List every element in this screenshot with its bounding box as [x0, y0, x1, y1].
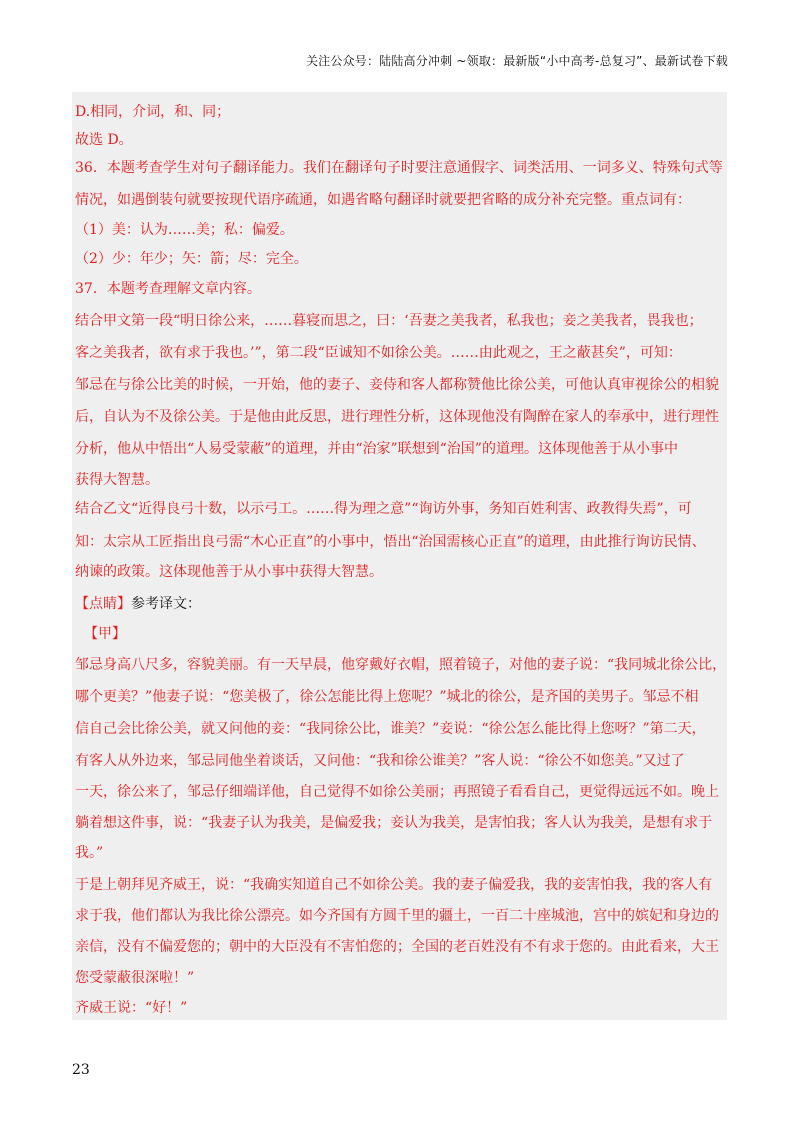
dianjing-line	[75, 594, 201, 614]
text-line: 于是上朝拜见齐威王，说：“我确实知道自己不如徐公美。我的妻子偏爱我，我的妾害怕我，我的客人有	[75, 877, 713, 893]
section-label-jia: 【甲】	[84, 626, 126, 642]
page-header: 关注公众号：陆陆高分冲刺 ~领取：最新版“小中高考-总复习”、最新试卷下载	[305, 54, 728, 68]
text-line: 有客人从外边来，邹忌同他坐着谈话，又问他：“我和徐公谁美？”客人说：“徐公不如您美。”又过了	[75, 753, 685, 769]
text-line: 37．本题考查理解文章内容。	[75, 281, 261, 297]
text-line: 齐威王说：“好！”	[75, 1000, 188, 1016]
text-line: 分析，他从中悟出“人易受蒙蔽”的道理，并由“治家”联想到“治国”的道理。这体现他善于从小事中	[75, 441, 678, 457]
text-line: 信自己会比徐公美，就又问他的妾：“我同徐公比，谁美？”妾说：“徐公怎么能比得上您呀？”第二天，	[75, 721, 706, 737]
text-line: 情况，如遇倒装句就要按现代语序疏通，如遇省略句翻译时就要把省略的成分补充完整。重点词有：	[75, 192, 691, 208]
text-line: （1）美：认为……美；私：偏爱。	[75, 222, 294, 238]
text-line: 纳谏的政策。这体现他善于从小事中获得大智慧。	[75, 564, 383, 580]
text-line: 知：太宗从工匠指出良弓需“木心正直”的小事中，悟出“治国需核心正直”的道理，由此推行询访民情、	[75, 534, 706, 550]
text-line: 故选 D。	[75, 132, 133, 148]
text-line: 求于我，他们都认为我比徐公漂亮。如今齐国有方圆千里的疆土，一百二十座城池，宫中的嫔妃和身边的	[75, 908, 719, 924]
text-line: 我。”	[75, 845, 104, 861]
text-line: 36．本题考查学生对句子翻译能力。我们在翻译句子时要注意通假字、词类活用、一词多义、特殊句式等	[75, 160, 723, 176]
text-line: 结合乙文“近得良弓十数，以示弓工。……得为理之意”“询访外事，务知百姓利害、政教得失焉”，可	[75, 501, 692, 517]
text-line: （2）少：年少；矢：箭；尽：完全。	[75, 251, 308, 267]
text-line: 一天，徐公来了，邹忌仔细端详他，自己觉得不如徐公美丽；再照镜子看看自己，更觉得远远不如。晚上	[75, 784, 719, 800]
page-number: 23	[72, 1062, 90, 1078]
text-line: 邹忌身高八尺多，容貌美丽。有一天早晨，他穿戴好衣帽，照着镜子，对他的妻子说：“我同城北徐公比，	[75, 657, 727, 673]
text-line: D.相同，介词，和、同；	[75, 104, 231, 120]
dianjing-tag: 【点睛】	[75, 596, 131, 612]
dianjing-text: 参考译文：	[131, 596, 201, 612]
text-line: 亲信，没有不偏爱您的；朝中的大臣没有不害怕您的；全国的老百姓没有不有求于您的。由此看来，大王	[75, 939, 719, 955]
text-line: 哪个更美？”他妻子说：“您美极了，徐公怎能比得上您呢？”城北的徐公，是齐国的美男子。邹忌不相	[75, 689, 699, 705]
text-line: 结合甲文第一段“明日徐公来，……暮寝而思之，曰：‘吾妻之美我者，私我也；妾之美我者，畏我也；	[75, 313, 703, 329]
text-line: 躺着想这件事，说：“我妻子认为我美，是偏爱我；妾认为我美，是害怕我；客人认为我美，是想有求于	[75, 815, 713, 831]
text-line: 客之美我者，欲有求于我也。’”，第二段“臣诚知不如徐公美。……由此观之，王之蔽甚矣”，可知：	[75, 345, 682, 361]
answer-content	[72, 92, 727, 1020]
text-line: 获得大智慧。	[75, 472, 159, 488]
text-line: 邹忌在与徐公比美的时候，一开始，他的妻子、妾侍和客人都称赞他比徐公美，可他认真审视徐公的相貌	[75, 377, 719, 393]
text-line: 您受蒙蔽很深啦！”	[75, 970, 195, 986]
text-line: 后，自认为不及徐公美。于是他由此反思，进行理性分析，这体现他没有陶醉在家人的奉承中，进行理性	[75, 409, 719, 425]
